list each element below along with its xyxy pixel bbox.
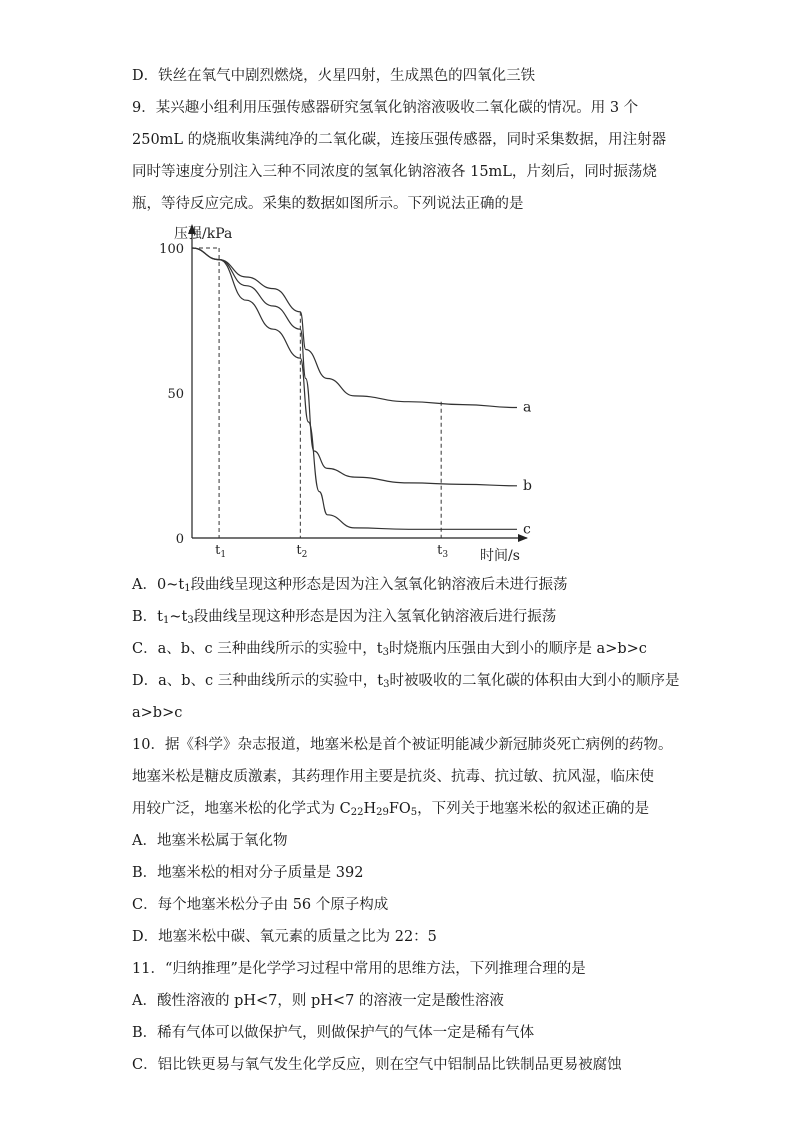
y-tick-label: 0 (175, 532, 184, 547)
prev-option-d: D．铁丝在氧气中剧烈燃烧，火星四射，生成黑色的四氧化三铁 (132, 68, 536, 84)
q10-option-d: D．地塞米松中碳、氧元素的质量之比为 22：5 (132, 929, 437, 945)
series-line-c (192, 248, 517, 529)
q9-option-a: A．$0\sim t_1$段曲线呈现这种形态是因为注入氢氧化钠溶液后未进行振荡 (132, 577, 568, 594)
q11-option-c: C．铝比铁更易与氧气发生化学反应，则在空气中铝制品比铁制品更易被腐蚀 (132, 1057, 622, 1073)
x-tick-label: $t_3$ (437, 543, 449, 560)
series-label-c: c (523, 521, 531, 538)
x-tick-label: $t_1$ (215, 543, 227, 560)
q10-option-c: C．每个地塞米松分子由 56 个原子构成 (132, 897, 389, 913)
y-tick-label: 100 (159, 242, 184, 257)
series-line-a (192, 248, 517, 408)
q11-option-a: A．酸性溶液的 pH<7，则 pH<7 的溶液一定是酸性溶液 (132, 993, 504, 1009)
x-tick-label: $t_2$ (296, 543, 308, 560)
q11-stem: 11．“归纳推理”是化学学习过程中常用的思维方法，下列推理合理的是 (132, 961, 586, 977)
q10-option-b: B．地塞米松的相对分子质量是 392 (132, 865, 364, 881)
series-label-b: b (523, 477, 532, 494)
q11-option-b: B．稀有气体可以做保护气，则做保护气的气体一定是稀有气体 (132, 1025, 535, 1041)
series-line-b (192, 248, 517, 486)
q10-option-a: A．地塞米松属于氧化物 (132, 833, 288, 849)
q9-option-b: B．$t_1\sim t_3$段曲线呈现这种形态是因为注入氢氧化钠溶液后进行振荡 (132, 609, 557, 626)
q10-line1: 10．据《科学》杂志报道，地塞米松是首个被证明能减少新冠肺炎死亡病例的药物。 (132, 737, 673, 753)
pressure-chart (132, 216, 532, 568)
q9-option-d-cont: a>b>c (132, 705, 183, 721)
q9-stem: 9．某兴趣小组利用压强传感器研究氢氧化钠溶液吸收二氧化碳的情况。用 3 个 250mL 的烧瓶收集满纯净的二氧化碳，连接压强传感器，同时采集数据，用注射器同时等速度分别注入三种不同浓度的氢氧化钠溶液各 15mL，片刻后，同时振荡烧瓶，等待反应完成。采集的数据如图所示。下列说法正确的是 (132, 100, 667, 212)
q10-line2: 地塞米松是糖皮质激素，其药理作用主要是抗炎、抗毒、抗过敏、抗风湿，临床使 (132, 769, 654, 785)
x-axis-label: 时间/s (480, 548, 520, 564)
y-axis-label: 压强/kPa (174, 226, 233, 242)
series-label-a: a (523, 399, 532, 416)
y-tick-label: 50 (167, 387, 184, 402)
q9-option-d: D．a、b、c 三种曲线所示的实验中，$t_3$时被吸收的二氧化碳的体积由大到小的顺序是 (132, 673, 680, 690)
q9-option-c: C．a、b、c 三种曲线所示的实验中，$t_3$时烧瓶内压强由大到小的顺序是 a>b>c (132, 641, 647, 658)
q10-line3: 用较广泛，地塞米松的化学式为 $C_{22}H_{29}FO_5$，下列关于地塞米松的叙述正确的是 (132, 801, 650, 818)
